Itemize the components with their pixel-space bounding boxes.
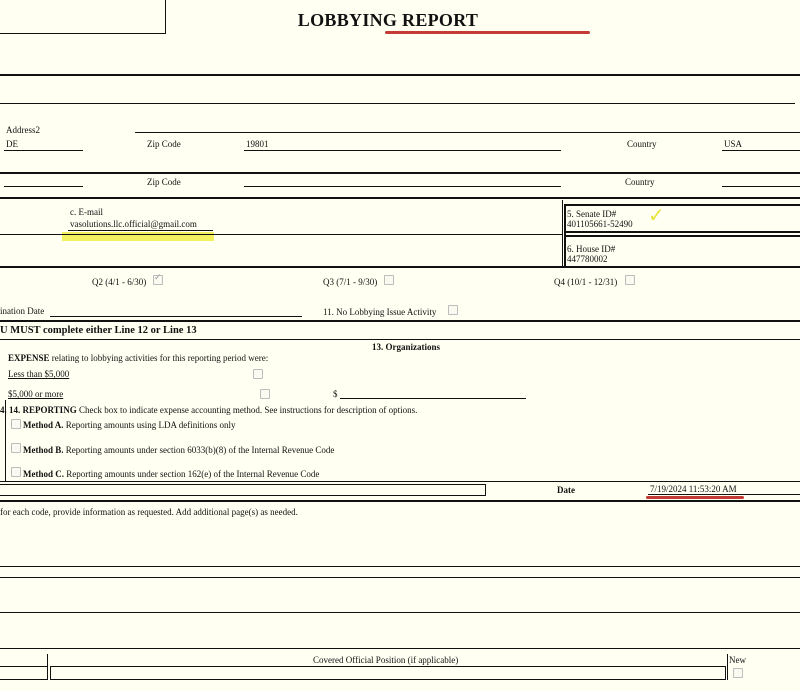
method-c-label: Method C. Reporting amounts under section 162(e) of the Internal Revenue Code <box>23 469 320 479</box>
method-b-checkbox[interactable] <box>11 443 21 453</box>
id-column-divider <box>562 200 563 268</box>
must-complete-heading: U MUST complete either Line 12 or Line 13 <box>0 325 197 336</box>
country-field-line <box>722 150 800 151</box>
reporting-heading: 4. 14. REPORTING Check box to indicate expense accounting method. See instructions for description of options. <box>0 405 418 415</box>
senate-box-top <box>564 204 800 206</box>
section-rule <box>135 132 800 133</box>
q4-label: Q4 (10/1 - 12/31) <box>554 277 618 287</box>
field-line <box>4 186 83 187</box>
section-rule <box>0 320 800 322</box>
signature-field[interactable] <box>0 484 486 496</box>
q4-checkbox[interactable] <box>625 275 635 285</box>
termination-date-label: ination Date <box>0 306 45 316</box>
section-rule <box>0 481 800 482</box>
date-label: Date <box>557 485 575 495</box>
method-c-checkbox[interactable] <box>11 467 21 477</box>
new-checkbox[interactable] <box>733 668 743 678</box>
less-than-5000-label: Less than $5,000 <box>8 369 70 379</box>
section-rule <box>0 566 800 567</box>
zip-field-line <box>244 150 561 151</box>
address2-label: Address2 <box>6 125 40 135</box>
issue-instructions: for each code, provide information as requested. Add additional page(s) as needed. <box>0 507 298 517</box>
email-label: c. E-mail <box>70 207 103 217</box>
expense-amount-line <box>340 398 526 399</box>
section-rule <box>0 197 800 199</box>
organizations-heading: 13. Organizations <box>372 342 441 352</box>
no-lobbying-activity-checkbox[interactable] <box>448 305 458 315</box>
5000-or-more-label: $5,000 or more <box>8 389 64 399</box>
senate-box-bottom <box>564 231 800 233</box>
method-b-label: Method B. Reporting amounts under section 6033(b)(8) of the Internal Revenue Code <box>23 445 335 455</box>
covered-official-position-field[interactable] <box>50 666 726 680</box>
country-label: Country <box>627 139 657 149</box>
country-field-line-2 <box>722 186 800 187</box>
q2-label: Q2 (4/1 - 6/30) <box>92 277 147 287</box>
title-red-underline <box>385 31 590 34</box>
q2-checkbox[interactable] <box>153 275 163 285</box>
section-rule <box>0 339 800 340</box>
method-a-label: Method A. Reporting amounts using LDA definitions only <box>23 420 236 430</box>
section-rule <box>0 234 563 235</box>
q3-checkbox[interactable] <box>384 275 394 285</box>
section-rule <box>0 577 800 578</box>
no-lobbying-activity-label: 11. No Lobbying Issue Activity <box>323 307 437 317</box>
house-id-value: 447780002 <box>567 254 608 264</box>
page-title: LOBBYING REPORT <box>297 10 479 30</box>
section-rule <box>0 74 800 76</box>
section-rule <box>0 172 800 174</box>
country-label-2: Country <box>625 177 655 187</box>
new-column-divider <box>727 654 728 680</box>
termination-date-line <box>50 316 302 317</box>
zip-code-label-2: Zip Code <box>147 177 181 187</box>
section-rule <box>0 103 795 104</box>
country-value: USA <box>724 139 743 149</box>
zip-field-line-2 <box>244 186 561 187</box>
house-id-label: 6. House ID# <box>567 244 616 254</box>
email-field-line <box>68 230 213 231</box>
section-rule <box>0 612 800 613</box>
state-field-line <box>4 150 83 151</box>
new-label: New <box>729 655 746 665</box>
date-red-underline <box>646 496 744 499</box>
section-rule <box>0 648 800 649</box>
senate-id-value: 401105661-52490 <box>567 219 633 229</box>
date-value: 7/19/2024 11:53:20 AM <box>650 484 737 494</box>
email-value: vasolutions.llc.official@gmail.com <box>70 219 197 229</box>
section-rule <box>0 500 800 502</box>
less-than-5000-checkbox[interactable] <box>253 369 263 379</box>
covered-official-name-field[interactable] <box>0 666 48 680</box>
dollar-sign: $ <box>333 389 338 399</box>
5000-or-more-checkbox[interactable] <box>260 389 270 399</box>
house-box-top <box>564 235 800 237</box>
senate-id-label: 5. Senate ID# <box>567 209 617 219</box>
zip-code-value: 19801 <box>246 139 269 149</box>
method-a-checkbox[interactable] <box>11 419 21 429</box>
covered-official-position-label: Covered Official Position (if applicable) <box>313 655 459 665</box>
date-field-line <box>648 494 800 495</box>
zip-code-label: Zip Code <box>147 139 181 149</box>
state-value: DE <box>6 139 18 149</box>
q3-label: Q3 (7/1 - 9/30) <box>323 277 378 287</box>
expense-statement: EXPENSE relating to lobbying activities for this reporting period were: <box>8 353 269 363</box>
section-rule <box>0 266 800 268</box>
yellow-check-annotation-icon: ✓ <box>648 203 665 227</box>
